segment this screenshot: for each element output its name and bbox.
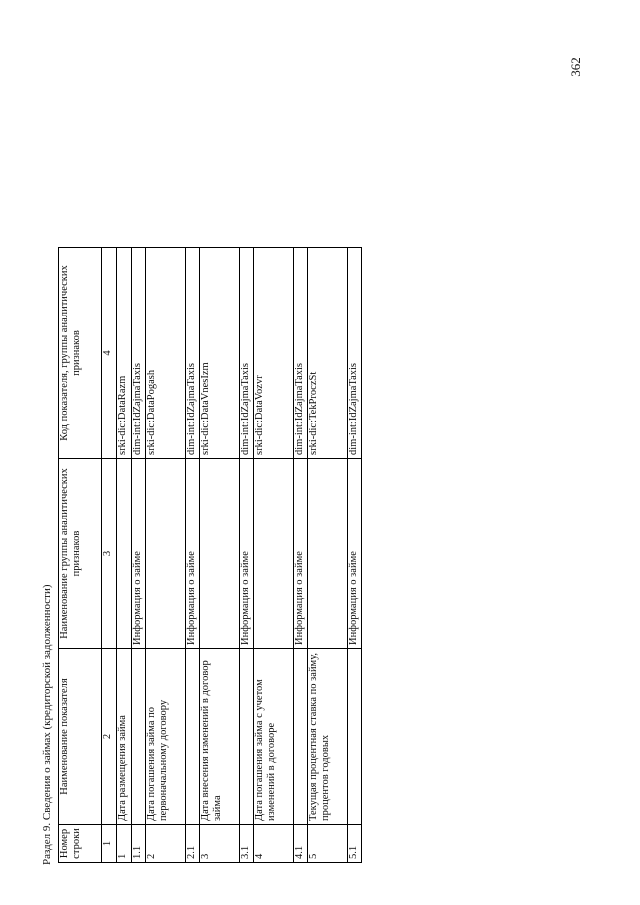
header-code: Код показателя, группы аналитических признаков <box>59 248 102 459</box>
rotated-page-content <box>40 40 359 865</box>
group-name: Информация о займе <box>132 459 146 649</box>
indicator-code: srki-dic:TekProczSt <box>308 248 348 459</box>
indicator-code: srki-dic:DataPogash <box>146 248 186 459</box>
group-name <box>254 459 294 649</box>
row-number: 4 <box>254 825 294 863</box>
row-number: 1 <box>117 825 132 863</box>
indicator-code: srki-dic:DataRazm <box>117 248 132 459</box>
header-indicator-name: Наименование показателя <box>59 649 102 825</box>
indicator-name <box>294 649 308 825</box>
group-name: Информация о займе <box>240 459 254 649</box>
row-number: 1.1 <box>132 825 146 863</box>
indicator-name <box>240 649 254 825</box>
row-number: 5 <box>308 825 348 863</box>
group-name <box>308 459 348 649</box>
table-row <box>308 248 348 863</box>
row-number: 3 <box>200 825 240 863</box>
indicator-name: Дата погашения займа с учетом изменений в договоре <box>254 649 294 825</box>
indicator-code: srki-dic:DataVnesIzm <box>200 248 240 459</box>
table-row <box>254 248 294 863</box>
row-number: 4.1 <box>294 825 308 863</box>
page-number-text: 362 <box>568 57 583 77</box>
group-name: Информация о займе <box>348 459 362 649</box>
row-number: 5.1 <box>348 825 362 863</box>
table-row <box>117 248 132 863</box>
column-number: 4 <box>102 248 117 459</box>
table-row <box>240 248 254 863</box>
row-number: 3.1 <box>240 825 254 863</box>
indicator-name <box>132 649 146 825</box>
indicator-code: dim-int:IdZajmaTaxis <box>240 248 254 459</box>
table-row <box>132 248 146 863</box>
indicator-code: dim-int:IdZajmaTaxis <box>132 248 146 459</box>
row-number: 2 <box>146 825 186 863</box>
header-row-number: Номер строки <box>59 825 102 863</box>
table-row <box>294 248 308 863</box>
table-row <box>146 248 186 863</box>
indicator-name: Дата размещения займа <box>117 649 132 825</box>
table-row <box>348 248 362 863</box>
group-name: Информация о займе <box>186 459 200 649</box>
group-name <box>200 459 240 649</box>
group-name <box>146 459 186 649</box>
indicator-name: Текущая процентная ставка по займу, процентов годовых <box>308 649 348 825</box>
table-row <box>186 248 200 863</box>
page-number <box>566 52 586 82</box>
indicator-code: dim-int:IdZajmaTaxis <box>348 248 362 459</box>
table-row <box>200 248 240 863</box>
header-row <box>59 248 102 863</box>
group-name <box>117 459 132 649</box>
indicator-name: Дата внесения изменений в договор займа <box>200 649 240 825</box>
column-number: 3 <box>102 459 117 649</box>
column-number: 2 <box>102 649 117 825</box>
indicator-code: srki-dic:DataVozvr <box>254 248 294 459</box>
indicator-name: Дата погашения займа по первоначальному договору <box>146 649 186 825</box>
column-number-row <box>102 248 117 863</box>
indicator-code: dim-int:IdZajmaTaxis <box>186 248 200 459</box>
row-number: 2.1 <box>186 825 200 863</box>
section-title: Раздел 9. Сведения о займах (кредиторской задолженности) <box>41 584 53 865</box>
indicator-name <box>186 649 200 825</box>
header-group-name: Наименование группы аналитических признаков <box>59 459 102 649</box>
group-name: Информация о займе <box>294 459 308 649</box>
column-number: 1 <box>102 825 117 863</box>
indicators-table <box>58 247 362 863</box>
indicator-code: dim-int:IdZajmaTaxis <box>294 248 308 459</box>
indicator-name <box>348 649 362 825</box>
